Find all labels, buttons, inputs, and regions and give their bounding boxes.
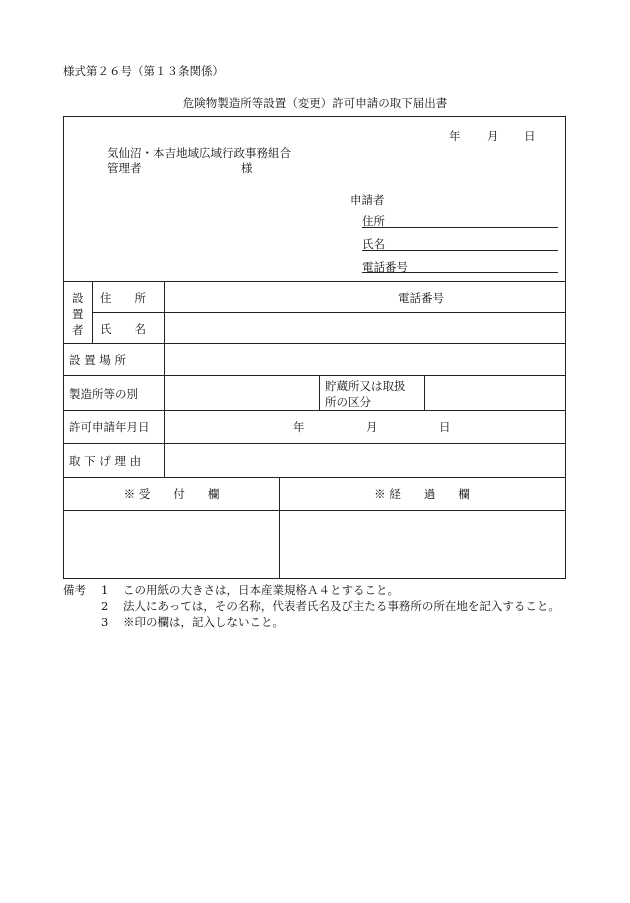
permit-month-label: 月 bbox=[366, 420, 378, 434]
row-divider bbox=[64, 343, 565, 344]
applicant-address-line[interactable] bbox=[362, 227, 558, 228]
applicant-address-label: 住所 bbox=[362, 214, 385, 228]
date-month-label: 月 bbox=[487, 129, 499, 143]
row-divider bbox=[64, 477, 565, 478]
note-number: 3 bbox=[101, 615, 109, 629]
withdrawal-reason-label: 取 下 げ 理 由 bbox=[69, 454, 142, 468]
installer-label-2: 置 bbox=[72, 307, 84, 321]
applicant-phone-line[interactable] bbox=[362, 272, 558, 273]
form-title: 危険物製造所等設置（変更）許可申請の取下届出書 bbox=[182, 96, 448, 110]
addressee-organization: 気仙沼・本吉地域広域行政事務組合 bbox=[107, 146, 291, 160]
reception-column-label: ※ 受 付 欄 bbox=[123, 487, 220, 501]
note-number: 1 bbox=[101, 583, 109, 597]
addressee-honorific: 様 bbox=[241, 161, 253, 175]
notes-section bbox=[63, 582, 560, 630]
column-divider bbox=[164, 281, 165, 477]
permit-application-date-label: 許可申請年月日 bbox=[69, 420, 150, 434]
storage-classification-label: 貯蔵所又は取扱 bbox=[325, 379, 406, 393]
applicant-name-label: 氏名 bbox=[362, 237, 385, 251]
installer-phone-label: 電話番号 bbox=[398, 291, 444, 305]
application-form-table bbox=[63, 116, 566, 579]
addressee-manager: 管理者 bbox=[107, 161, 142, 175]
row-divider bbox=[92, 312, 565, 313]
row-divider bbox=[64, 410, 565, 411]
note-item bbox=[63, 614, 560, 630]
note-text: この用紙の大きさは，日本産業規格Ａ４とすること。 bbox=[123, 583, 399, 597]
row-divider bbox=[64, 443, 565, 444]
note-text: 法人にあっては，その名称，代表者氏名及び主たる事務所の所在地を記入すること。 bbox=[123, 599, 560, 613]
row-divider bbox=[64, 510, 565, 511]
applicant-name-line[interactable] bbox=[362, 250, 558, 251]
date-day-label: 日 bbox=[524, 129, 536, 143]
progress-column-label: ※ 経 過 欄 bbox=[374, 487, 470, 501]
date-year-label: 年 bbox=[449, 129, 461, 143]
note-item bbox=[63, 598, 560, 614]
column-divider bbox=[92, 281, 93, 343]
installer-address-label: 住 所 bbox=[100, 291, 146, 305]
installer-label-1: 設 bbox=[72, 291, 84, 305]
form-number: 様式第２６号（第１３条関係） bbox=[63, 64, 224, 78]
column-divider bbox=[424, 375, 425, 410]
installation-location-label: 設 置 場 所 bbox=[69, 353, 126, 367]
permit-day-label: 日 bbox=[439, 420, 451, 434]
applicant-phone-label: 電話番号 bbox=[362, 260, 408, 274]
installer-label-3: 者 bbox=[72, 323, 84, 337]
applicant-heading: 申請者 bbox=[350, 193, 385, 207]
note-item bbox=[63, 582, 560, 598]
row-divider bbox=[64, 375, 565, 376]
notes-heading: 備考 bbox=[63, 583, 86, 597]
storage-classification-label-2: 所の区分 bbox=[325, 395, 371, 409]
row-divider bbox=[64, 281, 565, 282]
facility-type-label: 製造所等の別 bbox=[69, 387, 138, 401]
note-text: ※印の欄は，記入しないこと。 bbox=[123, 615, 284, 629]
note-number: 2 bbox=[101, 599, 109, 613]
column-divider bbox=[319, 375, 320, 410]
installer-name-label: 氏 名 bbox=[100, 322, 146, 336]
permit-year-label: 年 bbox=[293, 420, 305, 434]
